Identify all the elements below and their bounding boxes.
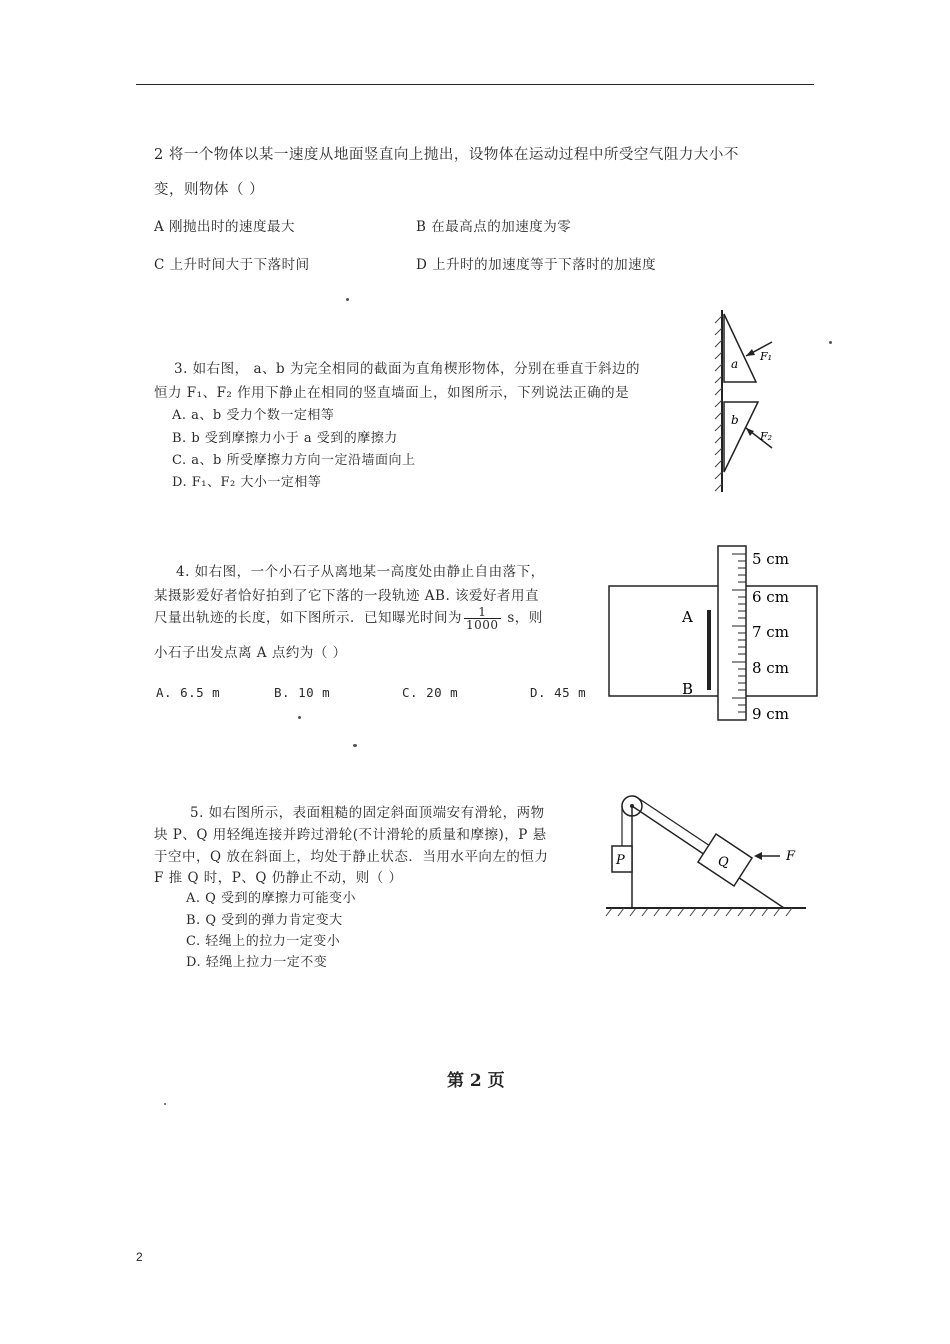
page-label: 第 2 页 <box>447 1071 505 1091</box>
q4-stem-line4: 小石子出发点离 A 点约为（ ） <box>154 645 347 661</box>
trajectory-ab <box>707 610 711 690</box>
q4-stem-line2: 某摄影爱好者恰好拍到了它下落的一段轨迹 AB. 该爱好者用直 <box>154 588 540 604</box>
q3-wedge-figure <box>700 306 790 496</box>
scan-speck <box>298 716 301 719</box>
label-a: A <box>682 608 693 626</box>
q5-stem-line3: 于空中，Q 放在斜面上，均处于静止状态．当用水平向左的恒力 <box>154 849 549 865</box>
header-rule <box>136 84 814 85</box>
q2-option-c: C 上升时间大于下落时间 <box>154 257 310 273</box>
q4-stem-line3-unit: s，则 <box>502 610 543 626</box>
q5-stem-line4: F 推 Q 时，P、Q 仍静止不动，则（ ） <box>154 870 403 886</box>
fraction-numerator: 1 <box>464 606 501 619</box>
q5-option-d: D. 轻绳上拉力一定不变 <box>186 955 328 970</box>
exposure-fraction <box>464 606 501 631</box>
q3-stem-line2: 恒力 F₁、F₂ 作用下静止在相同的竖直墙面上，如图所示，下列说法正确的是 <box>154 385 630 401</box>
q5-incline-figure <box>604 786 809 920</box>
q4-stem-line3-text: 尺量出轨迹的长度，如下图所示．已知曝光时间为 <box>154 610 462 626</box>
q4-option-c: C. 20 m <box>402 685 459 700</box>
wedge-b <box>724 402 758 472</box>
q2-option-b: B 在最高点的加速度为零 <box>416 219 572 235</box>
tick-label-9cm: 9 cm <box>752 705 789 723</box>
page-number: 2 <box>136 1250 143 1264</box>
rope-to-q <box>635 796 716 850</box>
q2-stem-line1: 2 将一个物体以某一速度从地面竖直向上抛出，设物体在运动过程中所受空气阻力大小不 <box>154 147 739 163</box>
q5-option-b: B. Q 受到的弹力肯定变大 <box>186 913 343 928</box>
q5-stem-line2: 块 P、Q 用轻绳连接并跨过滑轮(不计滑轮的质量和摩擦)，P 悬 <box>154 827 547 843</box>
tick-label-5cm: 5 cm <box>752 550 789 568</box>
scan-speck <box>346 298 349 301</box>
q2-option-a: A 刚抛出时的速度最大 <box>154 219 296 235</box>
q5-stem-line1: 5. 如右图所示，表面粗糙的固定斜面顶端安有滑轮，两物 <box>190 805 545 821</box>
scan-speck <box>353 744 357 747</box>
q3-option-c: C. a、b 所受摩擦力方向一定沿墙面向上 <box>172 453 416 468</box>
block-p-label: P <box>616 853 625 868</box>
q4-option-d: D. 45 m <box>530 685 587 700</box>
wedge-a-label: a <box>731 357 739 371</box>
q4-option-b: B. 10 m <box>274 685 331 700</box>
q3-option-b: B. b 受到摩擦力小于 a 受到的摩擦力 <box>172 431 398 446</box>
q2-stem-line2: 变，则物体（ ） <box>154 182 265 198</box>
tick-label-8cm: 8 cm <box>752 659 789 677</box>
force-f-label: F <box>786 849 796 864</box>
tick-label-7cm: 7 cm <box>752 623 789 641</box>
force-f1-label: F₁ <box>760 350 773 363</box>
q4-ruler-figure <box>606 540 821 724</box>
block-q-label: Q <box>718 855 729 870</box>
q4-option-a: A. 6.5 m <box>156 685 221 700</box>
q2-option-d: D 上升时的加速度等于下落时的加速度 <box>416 257 657 273</box>
label-b: B <box>682 680 694 698</box>
wedge-b-label: b <box>731 413 739 427</box>
q3-option-a: A. a、b 受力个数一定相等 <box>172 408 335 423</box>
scan-speck <box>164 1103 166 1105</box>
q4-stem-line3 <box>154 606 543 631</box>
q3-stem-line1: 3. 如右图， a、b 为完全相同的截面为直角楔形物体，分别在垂直于斜边的 <box>174 361 640 377</box>
q3-option-d: D. F₁、F₂ 大小一定相等 <box>172 475 322 490</box>
q4-stem-line1: 4. 如右图，一个小石子从离地某一高度处由静止自由落下， <box>176 564 545 580</box>
tick-label-6cm: 6 cm <box>752 588 789 606</box>
wedge-a <box>724 314 756 382</box>
q5-option-c: C. 轻绳上的拉力一定变小 <box>186 934 341 949</box>
fraction-denominator: 1000 <box>466 618 499 632</box>
force-f2-label: F₂ <box>760 430 773 443</box>
q5-option-a: A. Q 受到的摩擦力可能变小 <box>186 891 356 906</box>
scan-speck <box>829 341 832 344</box>
